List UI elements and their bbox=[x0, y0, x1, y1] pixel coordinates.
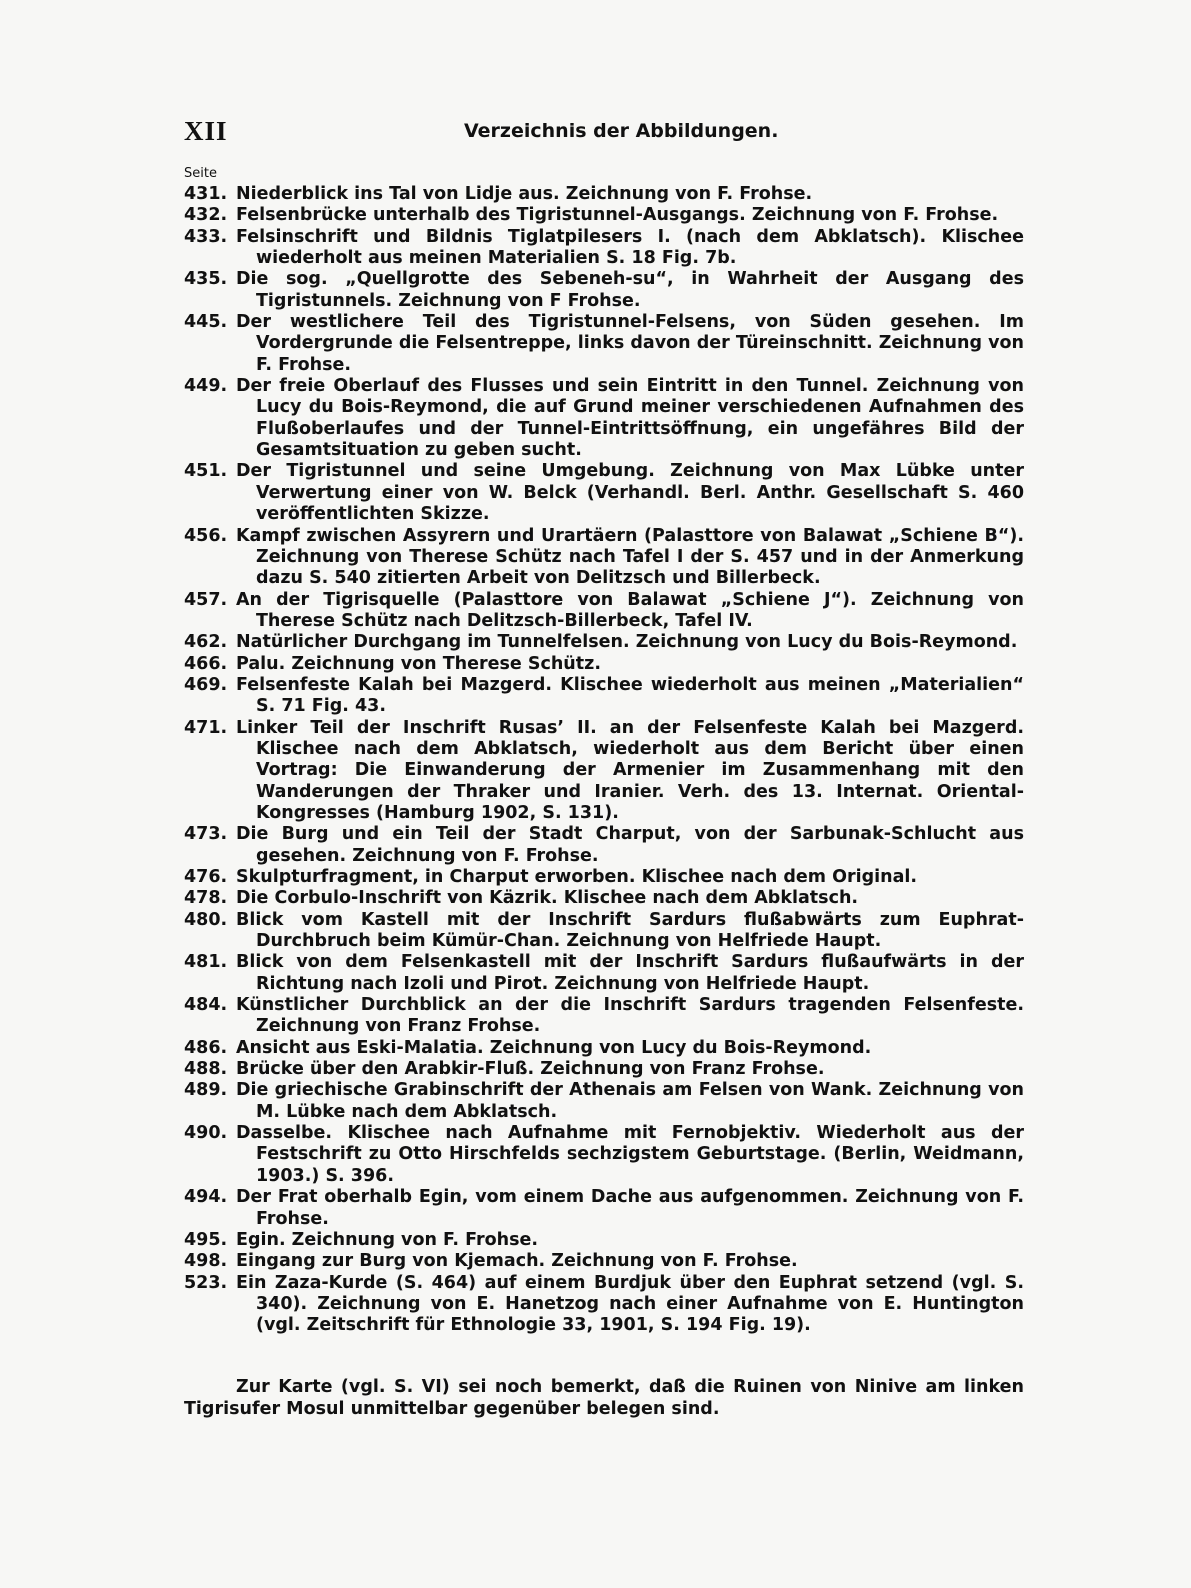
figure-entry bbox=[184, 952, 1024, 995]
figure-page-number: 462. bbox=[184, 632, 228, 653]
figure-page-number: 433. bbox=[184, 226, 228, 247]
figure-caption: Felsinschrift und Bildnis Tiglatpilesers I. (nach dem Abklatsch). Klischee wiederholt aus meinen Materialien S. 18 Fig. 7b. bbox=[236, 226, 1024, 269]
figure-entry bbox=[184, 824, 1024, 867]
figure-entry bbox=[184, 205, 1024, 226]
figure-page-number: 495. bbox=[184, 1229, 228, 1250]
figure-page-number: 431. bbox=[184, 184, 228, 204]
figure-page-number: 489. bbox=[184, 1080, 228, 1101]
figure-page-number: 469. bbox=[184, 674, 228, 695]
column-label: Seite bbox=[184, 166, 217, 181]
figure-entry bbox=[184, 461, 1024, 525]
figure-page-number: 466. bbox=[184, 653, 228, 674]
figure-entry bbox=[184, 1187, 1024, 1230]
figure-caption: Der Frat oberhalb Egin, vom einem Dache aus aufgenommen. Zeichnung von F. Frohse. bbox=[236, 1187, 1024, 1229]
figure-caption: Niederblick ins Tal von Lidje aus. Zeichnung von F. Frohse. bbox=[236, 184, 813, 204]
figure-caption: Palu. Zeichnung von Therese Schütz. bbox=[236, 653, 601, 674]
page-number: XII bbox=[184, 116, 228, 146]
figure-page-number: 457. bbox=[184, 589, 228, 610]
figure-page-number: 435. bbox=[184, 269, 228, 290]
figure-caption: Egin. Zeichnung von F. Frohse. bbox=[236, 1229, 539, 1250]
figure-page-number: 486. bbox=[184, 1037, 228, 1058]
figure-caption: Ein Zaza-Kurde (S. 464) auf einem Burdjuk über den Euphrat setzend (vgl. S. 340). Zeichnung von E. Hanetzog nach einer Aufnahme von E. Huntington (vgl. Zeitschrift für Ethnologie 33, 1901, S. 194 Fig. 19). bbox=[236, 1272, 1024, 1336]
figure-caption: Die sog. „Quellgrotte des Sebeneh-su“, in Wahrheit der Ausgang des Tigristunnels. Zeichnung von F Frohse. bbox=[236, 269, 1024, 311]
figure-entry bbox=[184, 1273, 1024, 1337]
figure-caption: Die Burg und ein Teil der Stadt Charput, von der Sarbunak-Schlucht aus gesehen. Zeichnung von F. Frohse. bbox=[236, 824, 1024, 866]
figure-page-number: 480. bbox=[184, 909, 228, 930]
figure-entry bbox=[184, 910, 1024, 953]
figure-page-number: 456. bbox=[184, 525, 228, 546]
figure-entry bbox=[184, 632, 1024, 653]
figure-entry bbox=[184, 312, 1024, 376]
figure-page-number: 498. bbox=[184, 1251, 228, 1272]
page-header bbox=[184, 116, 1034, 148]
figure-page-number: 490. bbox=[184, 1123, 228, 1144]
figure-entry bbox=[184, 1123, 1024, 1187]
figure-caption: Kampf zwischen Assyrern und Urartäern (Palasttore von Balawat „Schiene B“). Zeichnung von Therese Schütz nach Tafel I der S. 457 und in der Anmerkung dazu S. 540 zitierten Arbeit von Delitzsch und Billerbeck. bbox=[236, 525, 1024, 589]
figure-entry bbox=[184, 526, 1024, 590]
figure-page-number: 484. bbox=[184, 995, 228, 1016]
figure-caption: Dasselbe. Klischee nach Aufnahme mit Fernobjektiv. Wiederholt aus der Festschrift zu Otto Hirschfelds sechzigstem Geburtstage. (Berlin, Weidmann, 1903.) S. 396. bbox=[236, 1123, 1024, 1186]
figure-entry bbox=[184, 1230, 1024, 1251]
figure-page-number: 473. bbox=[184, 824, 228, 845]
figure-caption: Felsenfeste Kalah bei Mazgerd. Klischee wiederholt aus meinen „Materialien“ S. 71 Fig. 43. bbox=[236, 674, 1024, 717]
figure-entry bbox=[184, 1080, 1024, 1123]
figure-caption: Natürlicher Durchgang im Tunnelfelsen. Zeichnung von Lucy du Bois-Reymond. bbox=[236, 632, 1018, 653]
figure-page-number: 478. bbox=[184, 888, 228, 909]
figure-entry bbox=[184, 888, 1024, 909]
figure-caption: Brücke über den Arabkir-Fluß. Zeichnung von Franz Frohse. bbox=[236, 1059, 825, 1080]
figure-caption: Künstlicher Durchblick an der die Inschrift Sardurs tragenden Felsenfeste. Zeichnung von Franz Frohse. bbox=[236, 995, 1024, 1037]
figure-caption: Der freie Oberlauf des Flusses und sein Eintritt in den Tunnel. Zeichnung von Lucy du Bois-Reymond, die auf Grund meiner verschiedenen Aufnahmen des Flußoberlaufes und der Tunnel-Eintrittsöffnung, ein ungefähres Bild der Gesamtsituation zu geben sucht. bbox=[236, 376, 1024, 461]
figure-caption: Blick von dem Felsenkastell mit der Inschrift Sardurs flußaufwärts in der Richtung nach Izoli und Pirot. Zeichnung von Helfriede Haupt. bbox=[236, 952, 1024, 994]
figure-entry bbox=[184, 654, 1024, 675]
figure-entry bbox=[184, 718, 1024, 825]
figure-page-number: 445. bbox=[184, 312, 228, 333]
figure-entry bbox=[184, 675, 1024, 718]
figure-page-number: 432. bbox=[184, 205, 228, 226]
figure-page-number: 481. bbox=[184, 952, 228, 973]
closing-note: Zur Karte (vgl. S. VI) sei noch bemerkt, daß die Ruinen von Ninive am linken Tigrisufer Mosul unmittelbar gegenüber belegen sind. bbox=[184, 1377, 1024, 1419]
figure-page-number: 494. bbox=[184, 1187, 228, 1208]
running-title: Verzeichnis der Abbildungen. bbox=[464, 120, 779, 142]
figure-entry bbox=[184, 269, 1024, 312]
figure-caption: Der Tigristunnel und seine Umgebung. Zeichnung von Max Lübke unter Verwertung einer von W. Belck (Verhandl. Berl. Anthr. Gesellschaft S. 460 veröffentlichten Skizze. bbox=[236, 461, 1024, 525]
figure-list bbox=[184, 184, 1024, 1337]
figure-entry bbox=[184, 227, 1024, 270]
figure-caption: An der Tigrisquelle (Palasttore von Balawat „Schiene J“). Zeichnung von Therese Schütz nach Delitzsch-Billerbeck, Tafel IV. bbox=[236, 589, 1024, 631]
figure-entry bbox=[184, 1059, 1024, 1080]
figure-page-number: 471. bbox=[184, 717, 228, 738]
figure-caption: Der westlichere Teil des Tigristunnel-Felsens, von Süden gesehen. Im Vordergrunde die Felsentreppe, links davon der Türeinschnitt. Zeichnung von F. Frohse. bbox=[236, 312, 1024, 375]
figure-caption: Skulpturfragment, in Charput erworben. Klischee nach dem Original. bbox=[236, 867, 918, 887]
figure-page-number: 476. bbox=[184, 867, 228, 887]
figure-caption: Die Corbulo-Inschrift von Käzrik. Klischee nach dem Abklatsch. bbox=[236, 888, 859, 909]
figure-caption: Ansicht aus Eski-Malatia. Zeichnung von Lucy du Bois-Reymond. bbox=[236, 1037, 872, 1058]
figure-caption: Linker Teil der Inschrift Rusas’ II. an der Felsenfeste Kalah bei Mazgerd. Klischee nach dem Abklatsch, wiederholt aus dem Bericht über einen Vortrag: Die Einwanderung der Armenier im Zusammenhang mit den Wanderungen der Thraker und Iranier. Verh. des 13. Internat. Oriental-Kongresses (Hamburg 1902, S. 131). bbox=[236, 717, 1024, 823]
figure-page-number: 451. bbox=[184, 461, 228, 482]
figure-caption: Felsenbrücke unterhalb des Tigristunnel-Ausgangs. Zeichnung von F. Frohse. bbox=[236, 205, 999, 226]
figure-caption: Die griechische Grabinschrift der Athenais am Felsen von Wank. Zeichnung von M. Lübke nach dem Abklatsch. bbox=[236, 1080, 1024, 1122]
figure-entry bbox=[184, 376, 1024, 461]
figure-page-number: 488. bbox=[184, 1059, 228, 1080]
figure-entry bbox=[184, 867, 1024, 888]
figure-entry bbox=[184, 1251, 1024, 1272]
figure-entry bbox=[184, 590, 1024, 633]
figure-entry bbox=[184, 1038, 1024, 1059]
figure-caption: Blick vom Kastell mit der Inschrift Sardurs flußabwärts zum Euphrat-Durchbruch beim Kümür-Chan. Zeichnung von Helfriede Haupt. bbox=[236, 909, 1024, 952]
figure-caption: Eingang zur Burg von Kjemach. Zeichnung von F. Frohse. bbox=[236, 1251, 798, 1272]
figure-entry bbox=[184, 995, 1024, 1038]
figure-page-number: 523. bbox=[184, 1272, 228, 1293]
figure-entry bbox=[184, 184, 1024, 205]
figure-page-number: 449. bbox=[184, 376, 228, 397]
